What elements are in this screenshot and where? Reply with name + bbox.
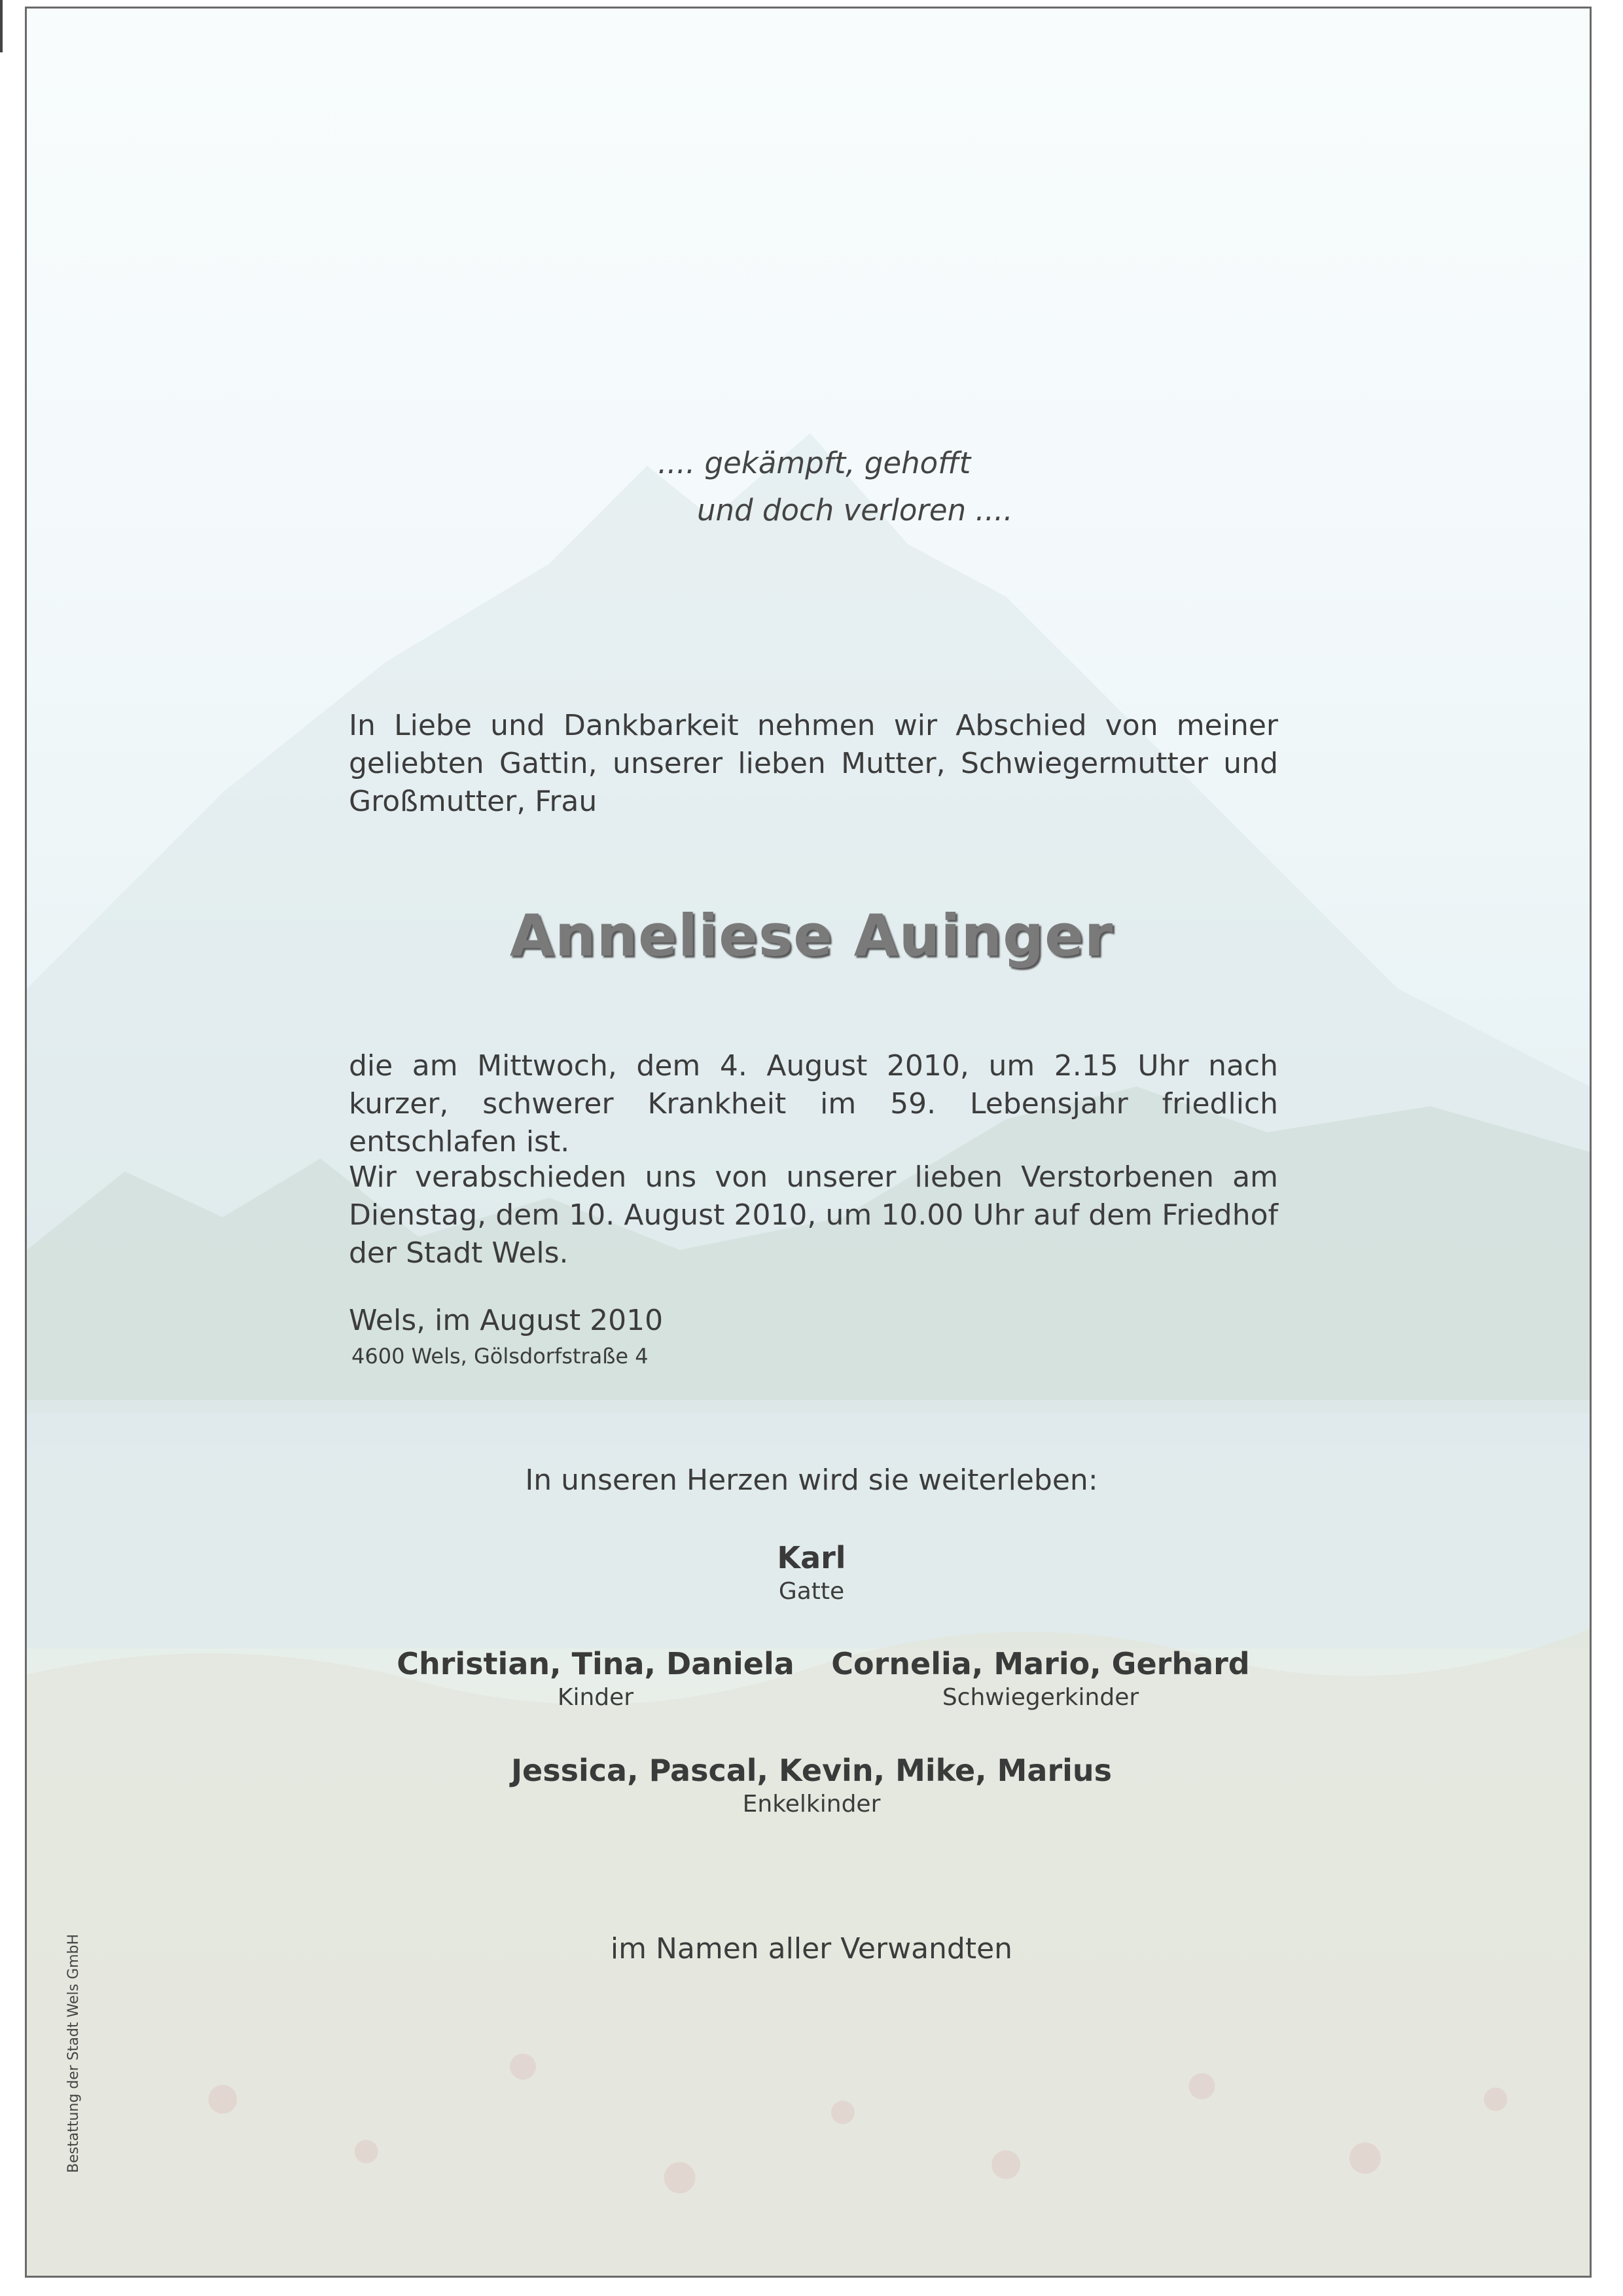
address: 4600 Wels, Gölsdorfstraße 4 — [351, 1344, 649, 1369]
mourner-role: Enkelkinder — [742, 1791, 881, 1818]
farewell-notice: Wir verabschieden uns von unserer lieben Verstorbenen am Dienstag, dem 10. August 2010, um 10.00 Uhr auf dem Friedhof der Stadt Wels. — [349, 1160, 1278, 1270]
verse-line-1: .... gekämpft, gehofft — [658, 446, 971, 480]
mourner-in-laws — [812, 1646, 1270, 1711]
mourner-names: Jessica, Pascal, Kevin, Mike, Marius — [510, 1753, 1113, 1788]
deceased-name: Anneliese Auinger — [509, 902, 1114, 969]
mourner-role: Gatte — [778, 1578, 845, 1605]
place-date: Wels, im August 2010 — [349, 1304, 664, 1337]
mourner-names: Karl — [777, 1540, 846, 1575]
verse — [658, 440, 1013, 534]
hearts-line: In unseren Herzen wird sie weiterleben: — [525, 1463, 1098, 1497]
closing-line: im Namen aller Verwandten — [610, 1932, 1013, 1965]
mourner-children — [366, 1646, 825, 1711]
mourner-grandchildren — [419, 1753, 1204, 1818]
mourner-names: Cornelia, Mario, Gerhard — [831, 1646, 1250, 1681]
mourner-role: Kinder — [557, 1684, 634, 1711]
death-notice: die am Mittwoch, dem 4. August 2010, um 2.15 Uhr nach kurzer, schwerer Krankheit im 59. Lebensjahr friedlich entschlafen ist. — [349, 1049, 1278, 1158]
lake — [27, 1400, 1590, 1648]
mourner-role: Schwiegerkinder — [942, 1684, 1139, 1711]
mourner-names: Christian, Tina, Daniela — [397, 1646, 794, 1681]
funeral-home-imprint: Bestattung der Stadt Wels GmbH — [65, 1933, 82, 2173]
intro-paragraph: In Liebe und Dankbarkeit nehmen wir Abschied von meiner geliebten Gattin, unserer lieben Mutter, Schwiegermutter und Großmutter, Frau — [349, 709, 1278, 818]
scan-edge-mark — [0, 0, 3, 52]
mourner-spouse — [681, 1540, 942, 1605]
verse-line-2: und doch verloren .... — [697, 493, 1013, 528]
